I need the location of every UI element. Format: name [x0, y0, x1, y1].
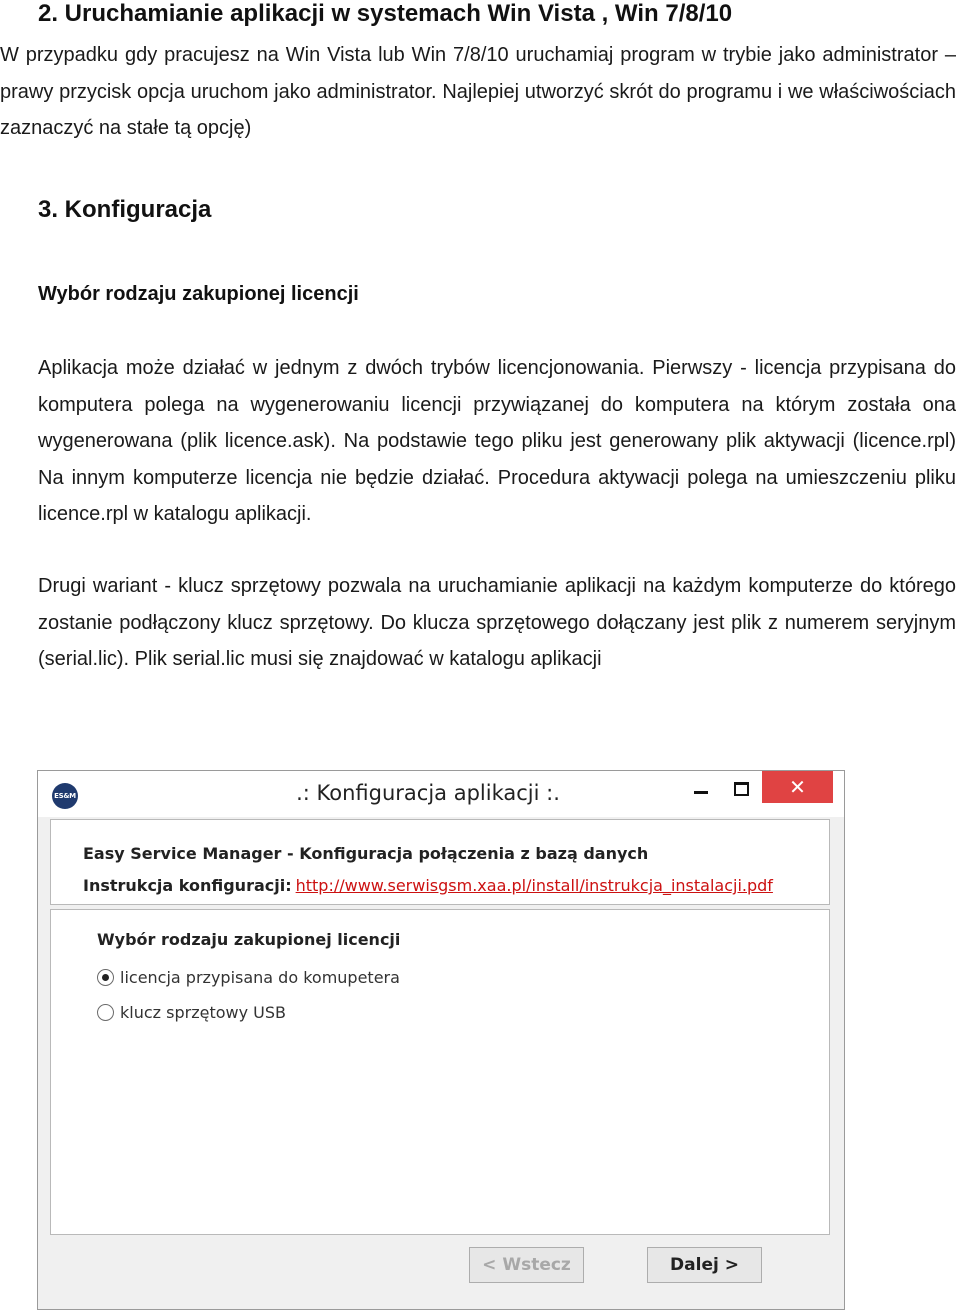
close-icon[interactable]: ✕ — [762, 771, 833, 803]
section-3-heading: 3. Konfiguracja — [38, 196, 212, 223]
license-option-computer[interactable] — [97, 968, 400, 987]
back-button[interactable]: < Wstecz — [469, 1247, 584, 1283]
section-2-paragraph: W przypadku gdy pracujesz na Win Vista lub Win 7/8/10 uruchamiaj program w trybie jako administrator – prawy przycisk opcja uruchom jako administrator. Najlepiej utworzyć skrót do programu i we właściwościach zaznaczyć na stałe tą opcję) — [0, 44, 956, 139]
instructions-label: Instrukcja konfiguracji: — [83, 876, 292, 895]
licensing-paragraph-2: Drugi wariant - klucz sprzętowy pozwala na uruchamianie aplikacji na każdym komputerze do którego zostanie podłączony klucz sprzętowy. Do klucza sprzętowego dołączany jest plik z numerem seryjnym (serial.lic). Plik serial.lic musi się znajdować w katalogu aplikacji — [38, 575, 956, 670]
license-panel — [50, 909, 830, 1235]
maximize-icon[interactable] — [728, 777, 754, 807]
minimize-icon[interactable] — [688, 777, 714, 807]
radio-button-checked[interactable] — [97, 969, 114, 986]
license-option-label: klucz sprzętowy USB — [120, 1003, 286, 1022]
license-type-subheading: Wybór rodzaju zakupionej licencji — [38, 283, 359, 305]
instructions-line — [83, 876, 773, 895]
window-title: .: Konfiguracja aplikacji :. — [296, 781, 560, 805]
info-panel — [50, 819, 830, 905]
license-option-label: licencja przypisana do komupetera — [120, 968, 400, 987]
config-window — [37, 770, 845, 1310]
app-config-title: Easy Service Manager - Konfiguracja połączenia z bazą danych — [83, 844, 649, 863]
license-group-title: Wybór rodzaju zakupionej licencji — [97, 930, 401, 949]
radio-button[interactable] — [97, 1004, 114, 1021]
next-button[interactable]: Dalej > — [647, 1247, 762, 1283]
section-2-heading: 2. Uruchamianie aplikacji w systemach Win Vista , Win 7/8/10 — [38, 0, 733, 27]
window-titlebar — [38, 771, 844, 817]
instructions-link[interactable]: http://www.serwisgsm.xaa.pl/install/instrukcja_instalacji.pdf — [295, 876, 773, 895]
licensing-paragraph-1: Aplikacja może działać w jednym z dwóch trybów licencjonowania. Pierwszy - licencja przypisana do komputera polega na wygenerowaniu licencji przywiązanej do komputera na którym została ona wygenerowana (plik licence.ask). Na podstawie tego pliku jest generowany plik aktywacji (licence.rpl) Na innym komputerze licencja nie będzie działać. Procedura aktywacji polega na umieszczeniu pliku licence.rpl w katalogu aplikacji. — [38, 357, 956, 525]
license-option-usb[interactable] — [97, 1003, 286, 1022]
app-logo-icon: ES&M — [52, 783, 78, 809]
